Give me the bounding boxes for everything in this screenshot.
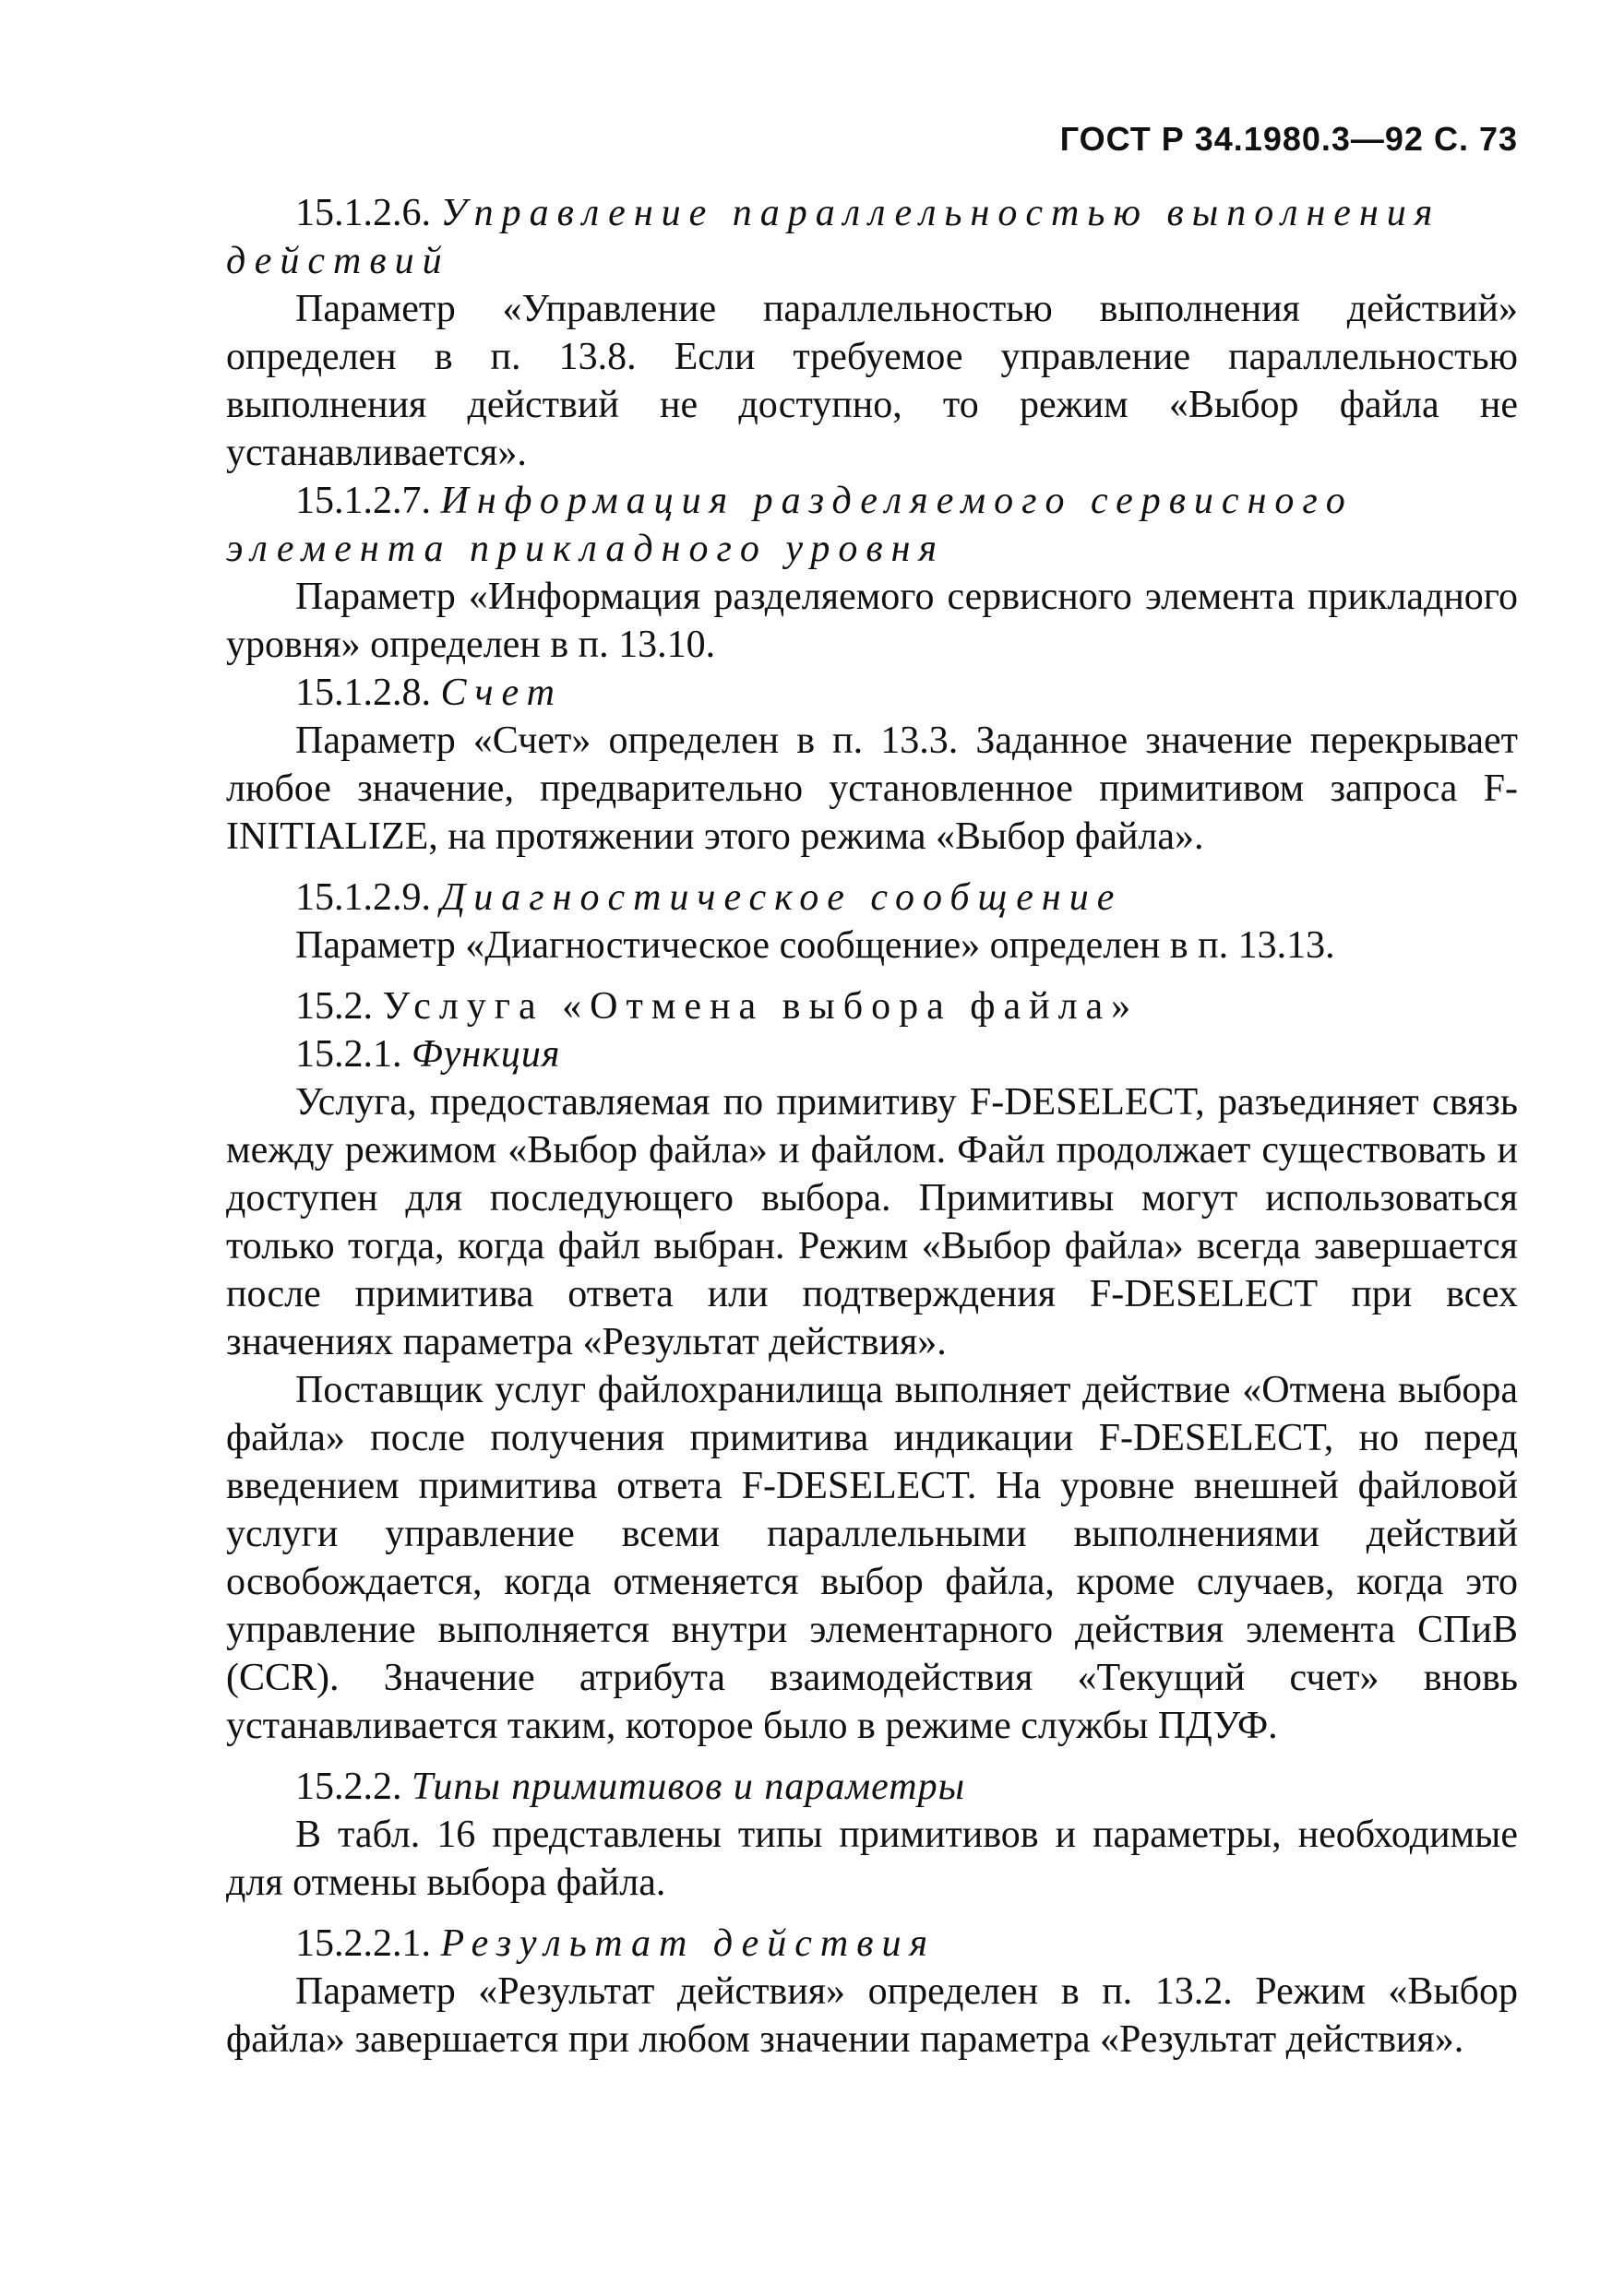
- section-heading: [226, 1030, 1518, 1078]
- section-number: 15.1.2.6.: [295, 192, 441, 234]
- section-heading: [226, 1763, 1518, 1811]
- section-number: 15.2.1.: [295, 1033, 412, 1076]
- section-number: 15.2.2.: [295, 1766, 412, 1808]
- section-title: Счет: [440, 672, 563, 714]
- section-number: 15.2.: [295, 985, 383, 1028]
- section-number: 15.1.2.8.: [295, 672, 441, 714]
- section-heading: [226, 477, 1518, 573]
- paragraph: Параметр «Результат действия» определен в п. 13.2. Режим «Выбор файла» завершается при любом значении параметра «Результат действия».: [226, 1970, 1518, 2061]
- section-heading: [226, 189, 1518, 285]
- section-heading: [226, 874, 1518, 922]
- section-number: 15.2.2.1.: [295, 1922, 441, 1965]
- page-content: [226, 189, 1518, 2064]
- section-heading: [226, 1920, 1518, 1968]
- section-title: Функция: [412, 1033, 561, 1076]
- section-number: 15.1.2.9.: [295, 876, 441, 919]
- paragraph: Параметр «Счет» определен в п. 13.3. Заданное значение перекрывает любое значение, предварительно установленное примитивом запроса F-INITIALIZE, на протяжении этого режима «Выбор файла».: [226, 720, 1518, 858]
- section-number: 15.1.2.7.: [295, 480, 441, 522]
- section-title: Управление параллельностью выполнения действий: [226, 192, 1441, 282]
- page-header: ГОСТ Р 34.1980.3—92 С. 73: [1059, 120, 1518, 158]
- paragraph: Услуга, предоставляемая по примитиву F-DESELECT, разъединяет связь между режимом «Выбор файла» и файлом. Файл продолжает существовать и доступен для последующего выбора. Примитивы могут использоваться только тогда, когда файл выбран. Режим «Выбор файла» всегда завершается после примитива ответа или подтверждения F-DESELECT при всех значениях параметра «Результат действия».: [226, 1081, 1518, 1363]
- paragraph: Поставщик услуг файлохранилища выполняет действие «Отмена выбора файла» после получения примитива индикации F-DESELECT, но перед введением примитива ответа F-DESELECT. На уровне внешней файловой услуги управление всеми параллельными выполнениями действий освобождается, когда отменяется выбор файла, кроме случаев, когда это управление выполняется внутри элементарного действия элемента СПиВ (CCR). Значение атрибута взаимодействия «Текущий счет» вновь устанавливается таким, которое было в режиме службы ПДУФ.: [226, 1369, 1518, 1747]
- section-heading: [226, 982, 1518, 1030]
- section-heading: [226, 669, 1518, 717]
- paragraph: В табл. 16 представлены типы примитивов и параметры, необходимые для отмены выбора файла.: [226, 1814, 1518, 1904]
- section-title: Услуга «Отмена выбора файла»: [382, 985, 1140, 1028]
- paragraph: Параметр «Диагностическое сообщение» определен в п. 13.13.: [295, 924, 1335, 967]
- section-title: Диагностическое сообщение: [440, 876, 1123, 919]
- paragraph: Параметр «Управление параллельностью выполнения действий» определен в п. 13.8. Если требуемое управление параллельностью выполнения действий не доступно, то режим «Выбор файла не устанавливается».: [226, 288, 1518, 474]
- paragraph: Параметр «Информация разделяемого сервисного элемента прикладного уровня» определен в п. 13.10.: [226, 576, 1518, 666]
- section-title: Типы примитивов и параметры: [412, 1766, 966, 1808]
- section-title: Результат действия: [440, 1922, 937, 1965]
- section-title: Информация разделяемого сервисного элемента прикладного уровня: [226, 480, 1354, 570]
